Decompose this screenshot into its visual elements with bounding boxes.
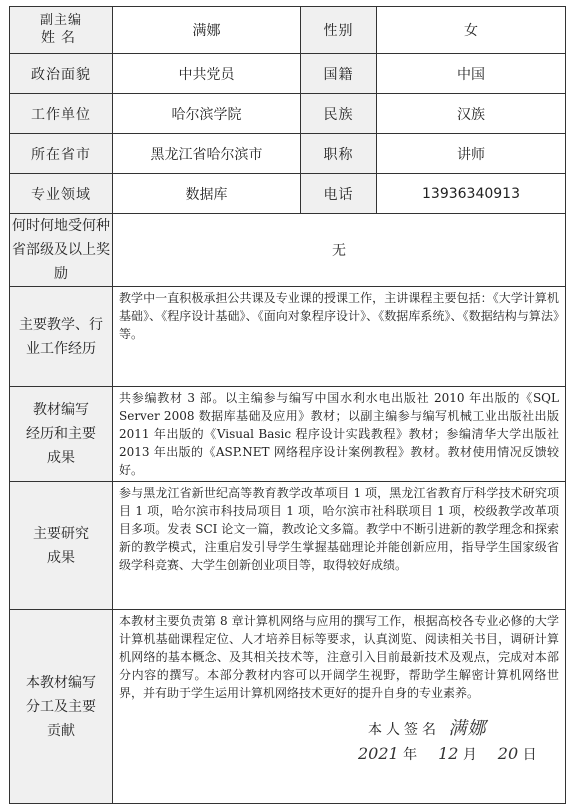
day-handwriting: 20 (497, 744, 519, 763)
year-unit: 年 (403, 747, 418, 763)
employer-label: 工作单位 (10, 94, 113, 134)
research-label-line2: 成果 (47, 549, 75, 566)
contribution-label-line2: 分工及主要 (26, 698, 96, 715)
year-handwriting: 2021 (358, 744, 399, 763)
teaching-text: 教学中一直积极承担公共课及专业课的授课工作，主讲课程主要包括：《大学计算机基础》、《程序设计基础》、《面向对象程序设计》、《数据库系统》、《数据结构与算法》等。 (119, 291, 559, 341)
name-value: 满娜 (113, 7, 301, 54)
employer-value: 哈尔滨学院 (113, 94, 301, 134)
month-handwriting: 12 (438, 744, 459, 763)
textbooks-label-line2: 经历和主要 (26, 426, 96, 442)
nationality-label: 国籍 (301, 54, 377, 94)
textbooks-label (10, 387, 113, 482)
teaching-label (10, 287, 113, 387)
ethnicity-label: 民族 (301, 94, 377, 134)
contribution-label (10, 610, 113, 804)
title-label: 职称 (301, 134, 377, 174)
research-label (10, 482, 113, 610)
name-label: 姓名 (41, 30, 81, 46)
form-table (9, 6, 566, 804)
phone-label: 电话 (301, 174, 377, 214)
day-unit: 日 (522, 747, 537, 763)
politics-value: 中共党员 (113, 54, 301, 94)
contribution-label-line1: 本教材编写 (26, 674, 96, 691)
textbooks-label-line1: 教材编写 (33, 402, 89, 418)
province-city-label: 所在省市 (10, 134, 113, 174)
phone-value: 13936340913 (377, 174, 566, 214)
nationality-value: 中国 (377, 54, 566, 94)
textbooks-text: 共参编教材 3 部。以主编参与编写中国水利水电出版社 2010 年出版的《SQL Server 2008 数据库基础及应用》教材；以副主编参与编写机械工业出版社出版 2011 年出版的《Visual Basic 程序设计实践教程》教材；参编清华大学出版社 2013 年出版的《ASP.NET 网络程序设计案例教程》教材。教材使用情况反馈较好。 (119, 391, 559, 477)
awards-label-line2: 省部级及以上奖励 (12, 242, 110, 282)
teaching-label-line1: 主要教学、行 (19, 316, 103, 333)
teaching-label-line2: 业工作经历 (26, 340, 96, 357)
field-value: 数据库 (113, 174, 301, 214)
contribution-label-line3: 贡献 (47, 722, 75, 739)
role-label: 副主编 (39, 13, 82, 28)
textbooks-label-line3: 成果 (47, 450, 75, 466)
date-line (358, 744, 537, 764)
ethnicity-value: 汉族 (377, 94, 566, 134)
signature-handwriting: 满娜 (448, 718, 487, 739)
province-city-value: 黑龙江省哈尔滨市 (113, 134, 301, 174)
contribution-text: 本教材主要负责第 8 章计算机网络与应用的撰写工作，根据高校各专业必修的大学计算机基础课程定位、人才培养目标等要求，认真浏览、阅读相关书目，调研计算机网络的基本概念、及其相关技术等，注意引入目前最新技术及观点，完成对本部分内容的撰写。本部分教材内容可以开阔学生视野，帮助学生解密计算机网络世界，并有助于学生运用计算机网络技术更好的提升自身的专业素养。 (119, 614, 559, 700)
research-text: 参与黑龙江省新世纪高等教育教学改革项目 1 项，黑龙江省教育厅科学技术研究项目 1 项，哈尔滨市科技局项目 1 项，哈尔滨市社科联项目 1 项，校级教学改革项目多项。发表 SCI 论文一篇，教改论文多篇。教学中不断引进新的教学理念和探索新的教学模式，注重启发引导学生掌握基础理论并能创新应用，指导学生国家级省级学科竞赛、大学生创新创业项目等，取得较好成绩。 (119, 486, 559, 572)
title-value: 讲师 (377, 134, 566, 174)
signature-line (368, 714, 486, 740)
field-label: 专业领域 (10, 174, 113, 214)
awards-value: 无 (113, 214, 566, 287)
signature-label: 本人签名 (368, 722, 440, 738)
gender-label: 性别 (301, 7, 377, 54)
gender-value: 女 (377, 7, 566, 54)
awards-label (10, 214, 113, 287)
signature-area (113, 704, 565, 774)
name-label-cell (10, 7, 113, 54)
research-label-line1: 主要研究 (33, 525, 89, 542)
awards-label-line1: 何时何地受何种 (12, 218, 110, 234)
politics-label: 政治面貌 (10, 54, 113, 94)
month-unit: 月 (462, 747, 477, 763)
